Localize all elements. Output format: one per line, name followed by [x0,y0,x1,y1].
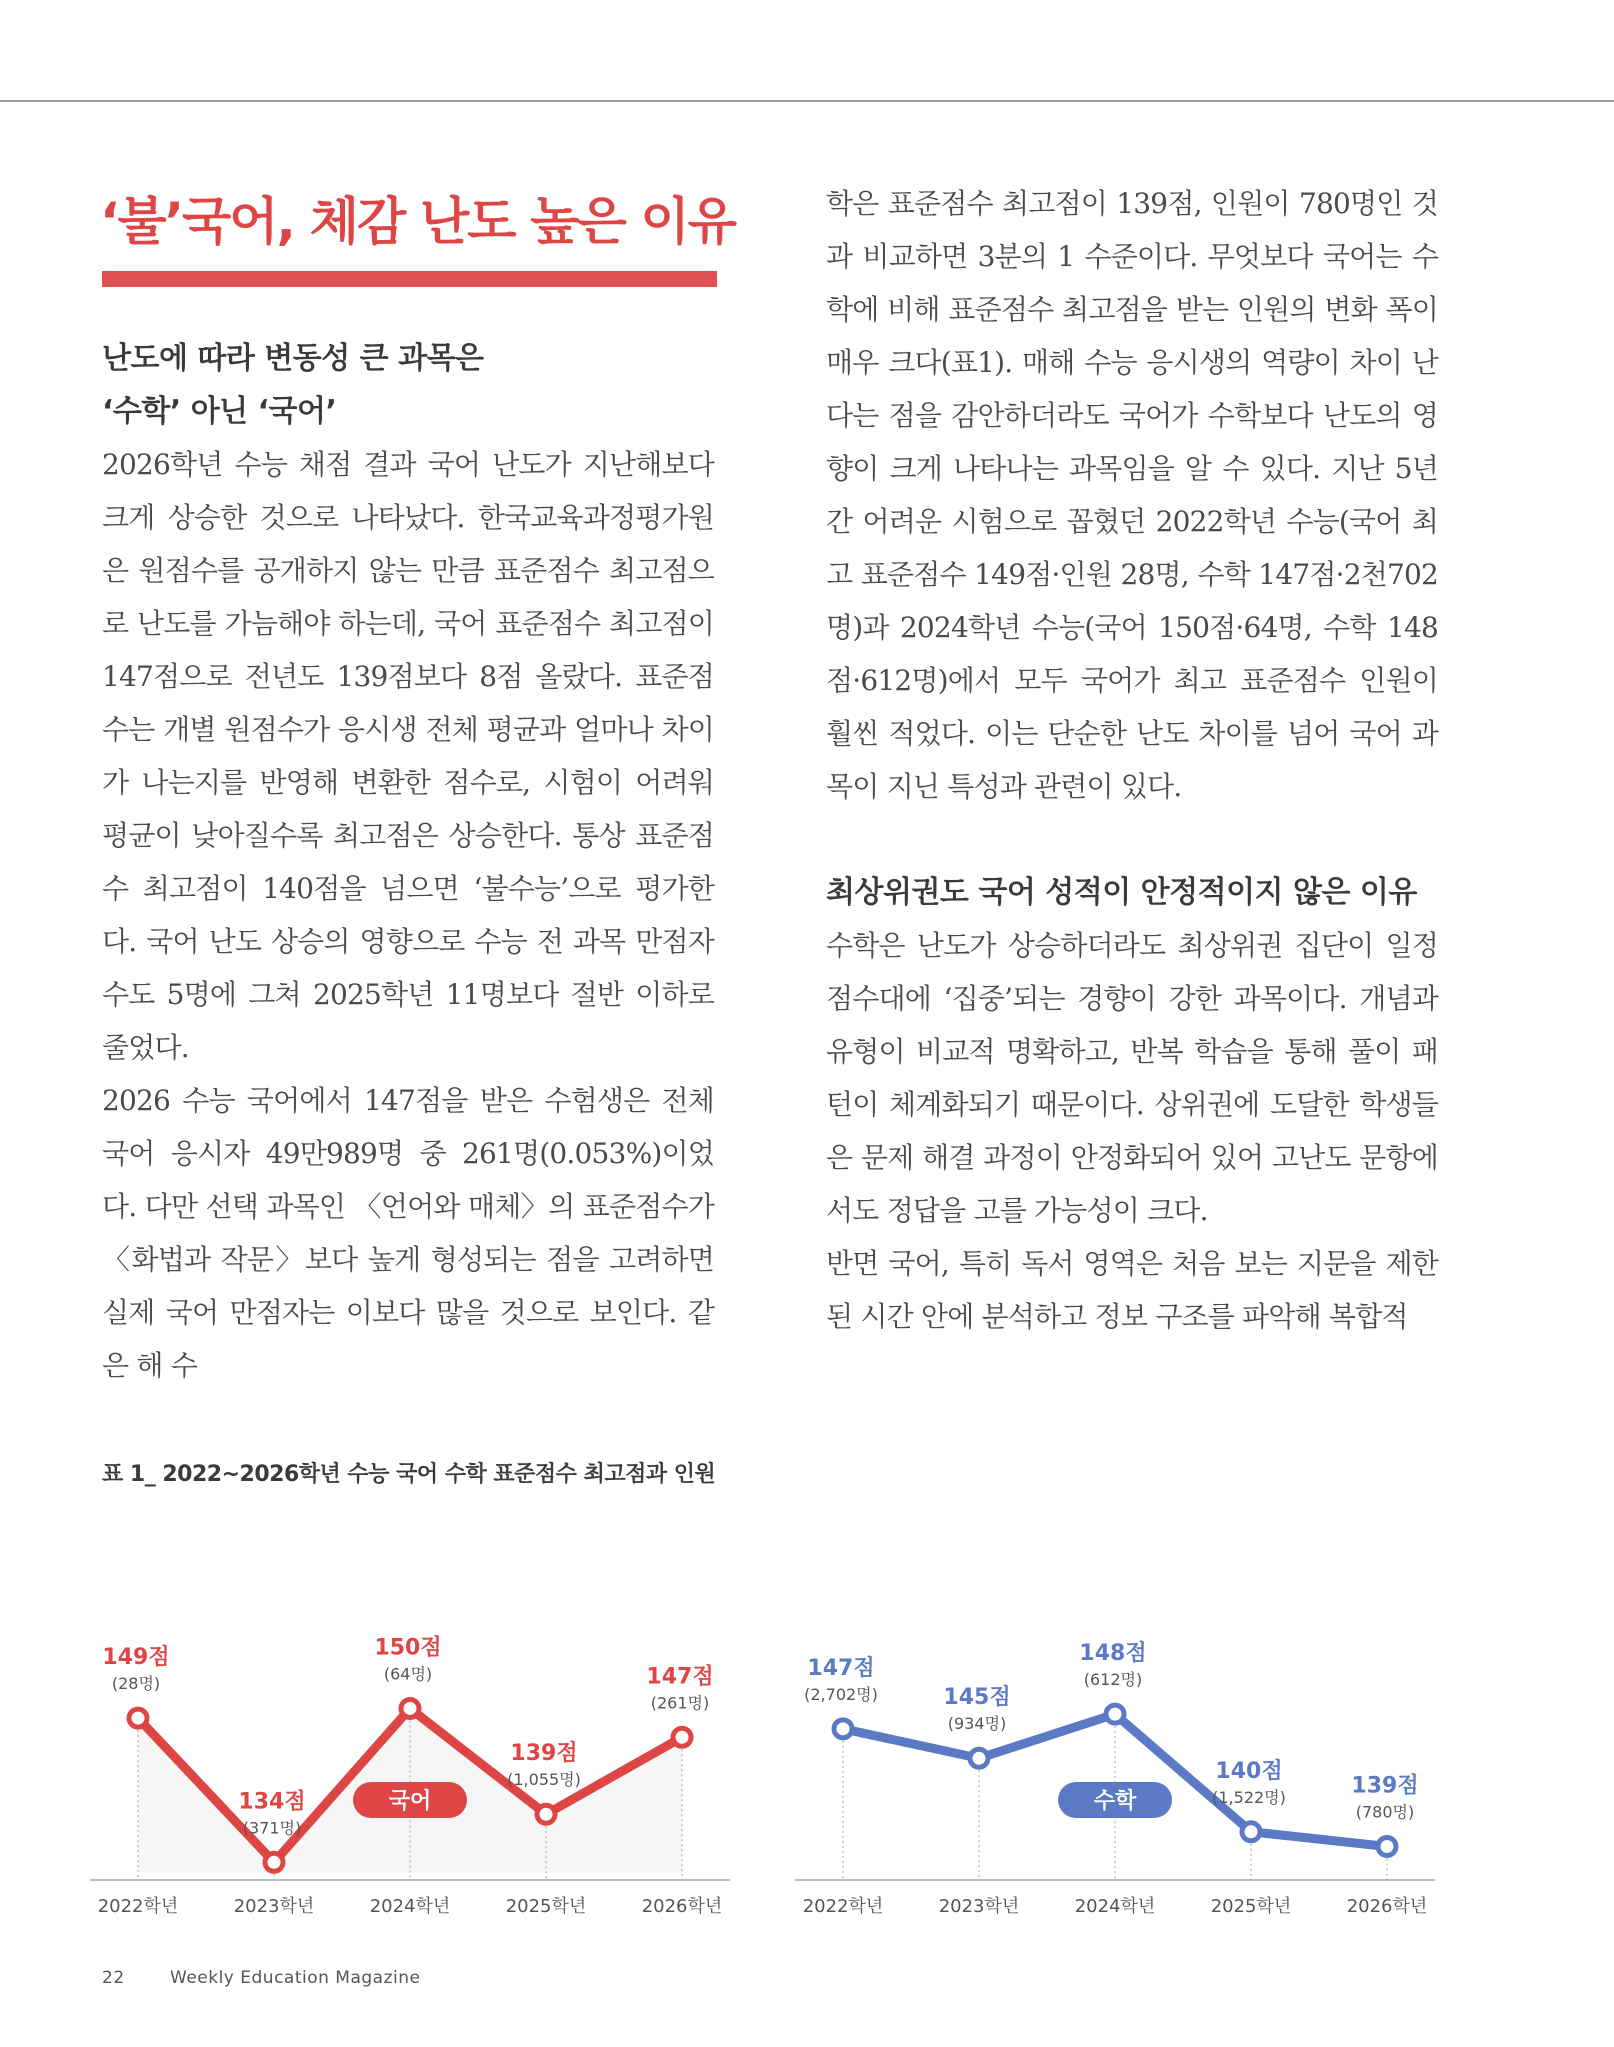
page-number: 22 [102,1968,125,1988]
tick-label-2023학년: 2023학년 [233,1896,315,1917]
right-column [826,177,1438,1343]
section2-paragraph-2: 반면 국어, 특히 독서 영역은 처음 보는 지문을 제한된 시간 안에 분석하고 정보 구조를 파악해 복합적 [826,1247,1438,1333]
value-label-2023학년: 134점 [238,1789,306,1815]
value-label-2023학년: 145점 [943,1685,1011,1711]
value-label-2024학년: 150점 [374,1635,442,1661]
section1-paragraph-2: 2026 수능 국어에서 147점을 받은 수험생은 전체 국어 응시자 49만989명 중 261명(0.053%)이었다. 다만 선택 과목인 〈언어와 매체〉의 표준점수가 〈화법과 작문〉보다 높게 형성되는 점을 고려하면 실제 국어 만점자는 이보다 많을 것으로 보인다. 같은 해 수 [102,1084,714,1382]
data-point-2024학년 [401,1699,419,1717]
value-label-2022학년: 149점 [102,1645,170,1671]
chart-caption: 표 1_ 2022~2026학년 수능 국어 수학 표준점수 최고점과 인원 [102,1462,716,1487]
chart-1-marks [795,1640,1435,1917]
value-label-2022학년: 147점 [807,1655,875,1681]
count-label-2023학년: (934명) [947,1714,1007,1734]
value-label-2025학년: 140점 [1215,1758,1283,1784]
section-spacer [826,813,1438,866]
section1-paragraph-3: 학은 표준점수 최고점이 139점, 인원이 780명인 것과 비교하면 3분의 1 수준이다. 무엇보다 국어는 수학에 비해 표준점수 최고점을 받는 인원의 변화 폭이 매우 크다(표1). 매해 수능 응시생의 역량이 차이 난다는 점을 감안하더라도 국어가 수학보다 난도의 영향이 크게 나타나는 과목임을 알 수 있다. 지난 5년간 어려운 시험으로 꼽혔던 2022학년 수능(국어 최고 표준점수 149점·인원 28명, 수학 147점·2천702명)과 2024학년 수능(국어 150점·64명, 수학 148점·612명)에서 모두 국어가 최고 표준점수 인원이 훨씬 적었다. 이는 단순한 난도 차이를 넘어 국어 과목이 지닌 특성과 관련이 있다. [826,187,1438,803]
data-point-2025학년 [537,1805,555,1823]
section1-title-line2: ‘수학’ 아닌 ‘국어’ [102,394,337,429]
data-point-2023학년 [970,1749,988,1767]
data-point-2025학년 [1242,1823,1260,1841]
data-point-2024학년 [1106,1705,1124,1723]
data-point-2023학년 [265,1853,283,1871]
section2-paragraph-1: 수학은 난도가 상승하더라도 최상위권 집단이 일정 점수대에 ‘집중’되는 경향이 강한 과목이다. 개념과 유형이 비교적 명확하고, 반복 학습을 통해 풀이 패턴이 체계화되기 때문이다. 상위권에 도달한 학생들은 문제 해결 과정이 안정화되어 있어 고난도 문항에서도 정답을 고를 가능성이 크다. [826,929,1438,1227]
count-label-2026학년: (261명) [650,1693,710,1713]
tick-label-2025학년: 2025학년 [1210,1896,1292,1917]
subject-badge-label: 수학 [1093,1789,1137,1814]
count-label-2026학년: (780명) [1355,1802,1415,1822]
headline-underline-bar [102,271,717,287]
tick-label-2023학년: 2023학년 [938,1896,1020,1917]
korean-score-chart [90,1500,730,1930]
value-label-2026학년: 147점 [646,1664,714,1690]
article-headline: ‘불’국어, 체감 난도 높은 이유 [100,193,736,252]
data-point-2022학년 [129,1709,147,1727]
value-label-2026학년: 139점 [1351,1773,1419,1799]
tick-label-2022학년: 2022학년 [97,1896,179,1917]
value-label-2024학년: 148점 [1079,1641,1147,1667]
value-label-2025학년: 139점 [510,1741,578,1767]
tick-label-2026학년: 2026학년 [1346,1896,1428,1917]
chart-0-marks [90,1634,730,1917]
data-point-2026학년 [673,1728,691,1746]
data-point-2022학년 [834,1720,852,1738]
data-point-2026학년 [1378,1837,1396,1855]
count-label-2024학년: (612명) [1083,1670,1143,1690]
section1-title-line1: 난도에 따라 변동성 큰 과목은 [102,341,484,376]
tick-label-2026학년: 2026학년 [641,1896,723,1917]
section1-paragraph-1: 2026학년 수능 채점 결과 국어 난도가 지난해보다 크게 상승한 것으로 나타났다. 한국교육과정평가원은 원점수를 공개하지 않는 만큼 표준점수 최고점으로 난도를 가늠해야 하는데, 국어 표준점수 최고점이 147점으로 전년도 139점보다 8점 올랐다. 표준점수는 개별 원점수가 응시생 전체 평균과 얼마나 차이가 나는지를 반영해 변환한 점수로, 시험이 어려워 평균이 낮아질수록 최고점은 상승한다. 통상 표준점수 최고점이 140점을 넘으면 ‘불수능’으로 평가한다. 국어 난도 상승의 영향으로 수능 전 과목 만점자 수도 5명에 그쳐 2025학년 11명보다 절반 이하로 줄었다. [102,448,714,1064]
count-label-2022학년: (28명) [111,1674,161,1694]
tick-label-2024학년: 2024학년 [1074,1896,1156,1917]
count-label-2024학년: (64명) [383,1664,433,1684]
count-label-2022학년: (2,702명) [804,1684,878,1704]
tick-label-2025학년: 2025학년 [505,1896,587,1917]
subject-badge-label: 국어 [388,1789,432,1814]
magazine-name: Weekly Education Magazine [170,1968,421,1988]
math-score-chart [795,1500,1435,1930]
count-label-2025학년: (1,522명) [1212,1787,1286,1807]
section2-title: 최상위권도 국어 성적이 안정적이지 않은 이유 [826,875,1417,910]
left-column [102,332,714,1392]
top-rule [0,100,1614,102]
tick-label-2024학년: 2024학년 [369,1896,451,1917]
count-label-2025학년: (1,055명) [507,1770,581,1790]
count-label-2023학년: (371명) [242,1818,302,1838]
tick-label-2022학년: 2022학년 [802,1896,884,1917]
